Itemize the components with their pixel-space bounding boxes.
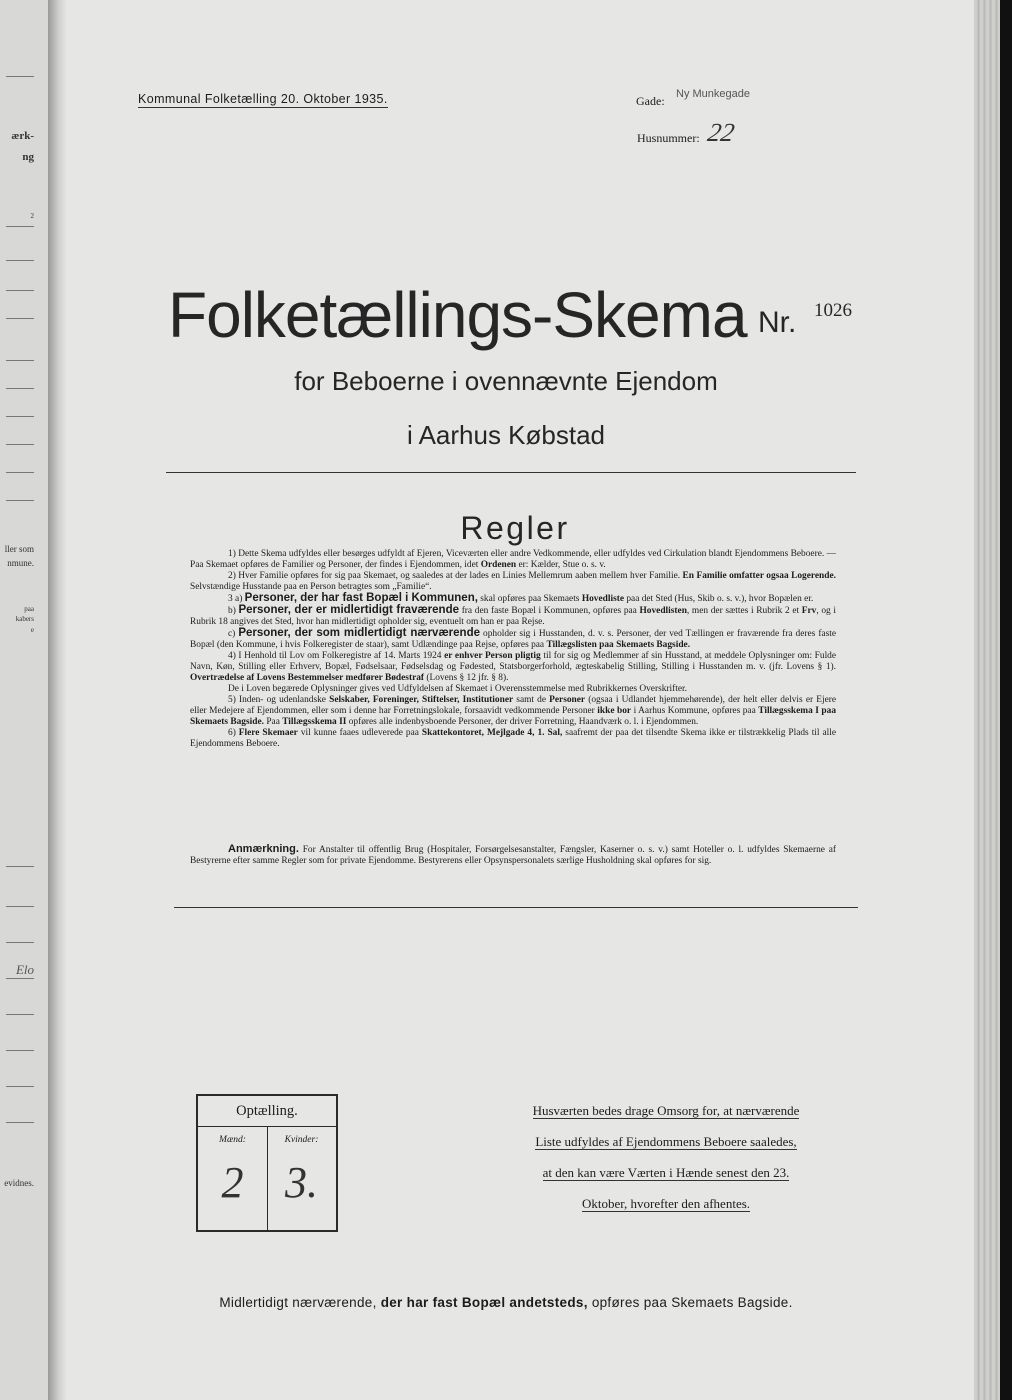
rule-5: 5) Inden- og udenlandske Selskaber, Foreninger, Stiftelser, Institutioner samt de Personer (ogsaa i Udlandet hjemmehørende), der helt eller delvis er Ejere eller Medejere af Ejendommen, eller som i denne har Forretningslokale, forsaavidt vedkommende Personer ikke bor i Aarhus Kommune, opføres paa Tillægsskema I paa Skemaets Bagside. Paa Tillægsskema II opføres alle indenbysboende Personer, der driver Forretning, Haandværk o. l. i Ejendommen. bbox=[190, 695, 837, 727]
left-rule bbox=[6, 1050, 34, 1051]
left-rule bbox=[6, 906, 34, 907]
rule-3b: b) Personer, der er midlertidigt fraværende fra den faste Bopæl i Kommunen, opføres paa Hovedlisten, men der sættes i Rubrik 2 et Frv, og i Rubrik 18 angives det Sted, hvor han midlertidigt opholder sig, eventuelt om han er paa Rejse. bbox=[190, 604, 837, 627]
left-fragment: kabers bbox=[15, 615, 34, 623]
left-rule bbox=[6, 500, 34, 501]
left-fragment: evidnes. bbox=[4, 1178, 34, 1188]
book-gutter bbox=[48, 0, 66, 1400]
anmaerkning bbox=[190, 844, 836, 867]
left-fragment: 2 bbox=[30, 212, 34, 220]
notice-line: Liste udfyldes af Ejendommens Beboere saaledes, bbox=[535, 1134, 797, 1149]
rule-3a: 3 a) Personer, der har fast Bopæl i Kommunen, skal opføres paa Skemaets Hovedliste paa det Sted (Hus, Skib o. s. v.), hvor Bopælen er. bbox=[228, 592, 814, 604]
rule-2: 2) Hver Familie opføres for sig paa Skemaet, og saaledes at der lades en Linies Mellemrum aaben mellem hver Familie. En Familie omfatter ogsaa Logerende. Selvstændige Husstande paa en Person betragtes som „Familie“. bbox=[190, 571, 836, 592]
left-rule bbox=[6, 978, 34, 979]
optaelling-heading: Optælling. bbox=[198, 1096, 336, 1127]
left-fragment: ærk- bbox=[11, 130, 34, 142]
divider bbox=[174, 907, 858, 908]
divider bbox=[166, 472, 856, 473]
gade-value: Ny Munkegade bbox=[676, 88, 750, 100]
maend-column bbox=[198, 1127, 268, 1230]
notice-line: Husværten bedes drage Omsorg for, at nærværende bbox=[532, 1103, 800, 1118]
left-rule bbox=[6, 318, 34, 319]
left-fragment: Elo bbox=[15, 962, 34, 977]
maend-count: 2 bbox=[221, 1158, 244, 1207]
left-fragment: nmune. bbox=[7, 558, 34, 568]
husnummer-label: Husnummer: bbox=[637, 131, 700, 145]
left-rule bbox=[6, 1086, 34, 1087]
footer-note: Midlertidigt nærværende, der har fast Bopæl andetsteds, opføres paa Skemaets Bagside. bbox=[219, 1295, 793, 1310]
left-fragment: ller som bbox=[4, 544, 34, 554]
anmaerkning-label: Anmærkning. bbox=[228, 843, 299, 855]
left-rule bbox=[6, 226, 34, 227]
maend-label: Mænd: bbox=[219, 1135, 246, 1145]
census-title: Kommunal Folketælling 20. Oktober 1935. bbox=[138, 92, 388, 106]
left-fragment: paa bbox=[24, 605, 34, 613]
left-fragment: e bbox=[30, 626, 34, 634]
notice-line: Oktober, hvorefter den afhentes. bbox=[581, 1196, 751, 1211]
left-page-strip bbox=[0, 0, 48, 1400]
rule-3c: c) Personer, der som midlertidigt nærværende opholder sig i Husstanden, d. v. s. Personer, der ved Tællingen er fraværende fra deres faste Bopæl (den Kommune, i hvis Folkeregister de staar), samt Udlændinge paa Rejse, opføres paa Tillægslisten paa Skemaets Bagside. bbox=[190, 627, 837, 650]
form-subtitle-city: i Aarhus Købstad bbox=[407, 420, 605, 450]
rule-4b: De i Loven begærede Oplysninger gives ved Udfyldelsen af Skemaet i Overensstemmelse med Rubrikkernes Overskrifter. bbox=[228, 684, 687, 694]
optaelling-box bbox=[196, 1094, 338, 1232]
form-number-value: 1026 bbox=[814, 300, 852, 321]
left-rule bbox=[6, 1014, 34, 1015]
form-number-label: Nr. bbox=[758, 306, 797, 339]
form-title: Folketællings-Skema bbox=[168, 279, 747, 351]
rules-heading: Regler bbox=[460, 510, 570, 546]
husnummer-value: 22 bbox=[705, 118, 737, 147]
gade-label: Gade: bbox=[636, 94, 665, 108]
kvinder-label: Kvinder: bbox=[284, 1135, 319, 1145]
rule-4: 4) I Henhold til Lov om Folkeregistre af 14. Marts 1924 er enhver Person pligtig til for sig og Medlemmer af sin Husstand, at meddele Oplysninger om: Fulde Navn, Køn, Stilling eller Erhverv, Bopæl, Fødselsaar, Fødselsdag og Fødested, Statsborgerforhold, ægteskabelig Stilling, Stilling i Husstanden m. v. (jfr. Lovens § 1). Overtrædelse af Lovens Bestemmelser medfører Bødestraf (Lovens § 12 jfr. § 8). bbox=[190, 651, 837, 683]
left-rule bbox=[6, 472, 34, 473]
rule-1: 1) Dette Skema udfyldes eller besørges udfyldt af Ejeren, Viceværten eller andre Vedkommende, eller udfyldes ved Cirkulation blandt Ejendommens Beboere. — Paa Skemaet opføres de Familier og Personer, der findes i Ejendommen, idet Ordenen er: Kælder, Stue o. s. v. bbox=[190, 549, 836, 570]
left-rule bbox=[6, 416, 34, 417]
kvinder-column bbox=[267, 1127, 336, 1230]
left-rule bbox=[6, 360, 34, 361]
left-rule bbox=[6, 260, 34, 261]
kvinder-count: 3. bbox=[285, 1158, 318, 1207]
rule-6: 6) Flere Skemaer vil kunne faaes udleverede paa Skattekontoret, Mejlgade 4, 1. Sal, saafremt der paa det tilsendte Skema ikke er tilstrækkelig Plads til alle Ejendommens Beboere. bbox=[190, 728, 837, 749]
notice-line: at den kan være Værten i Hænde senest den 23. bbox=[542, 1165, 790, 1180]
landlord-notice bbox=[500, 1098, 832, 1216]
left-rule bbox=[6, 76, 34, 77]
left-rule bbox=[6, 866, 34, 867]
form-subtitle: for Beboerne i ovennævnte Ejendom bbox=[294, 366, 718, 396]
left-fragment: ng bbox=[22, 151, 34, 163]
left-rule bbox=[6, 942, 34, 943]
left-rule bbox=[6, 1122, 34, 1123]
edge-shadow bbox=[1000, 0, 1012, 1400]
anmaerkning-text: For Anstalter til offentlig Brug (Hospitaler, Forsørgelsesanstalter, Fængsler, Kaserner o. s. v.) samt Hoteller o. l. udfyldes Skemaerne af Bestyrerne efter samme Regler som for private Ejendomme. Bestyrerens eller Opsynspersonalets særlige Husholdning skal opføres for sig. bbox=[190, 845, 836, 866]
left-rule bbox=[6, 290, 34, 291]
rules-text bbox=[190, 549, 836, 750]
